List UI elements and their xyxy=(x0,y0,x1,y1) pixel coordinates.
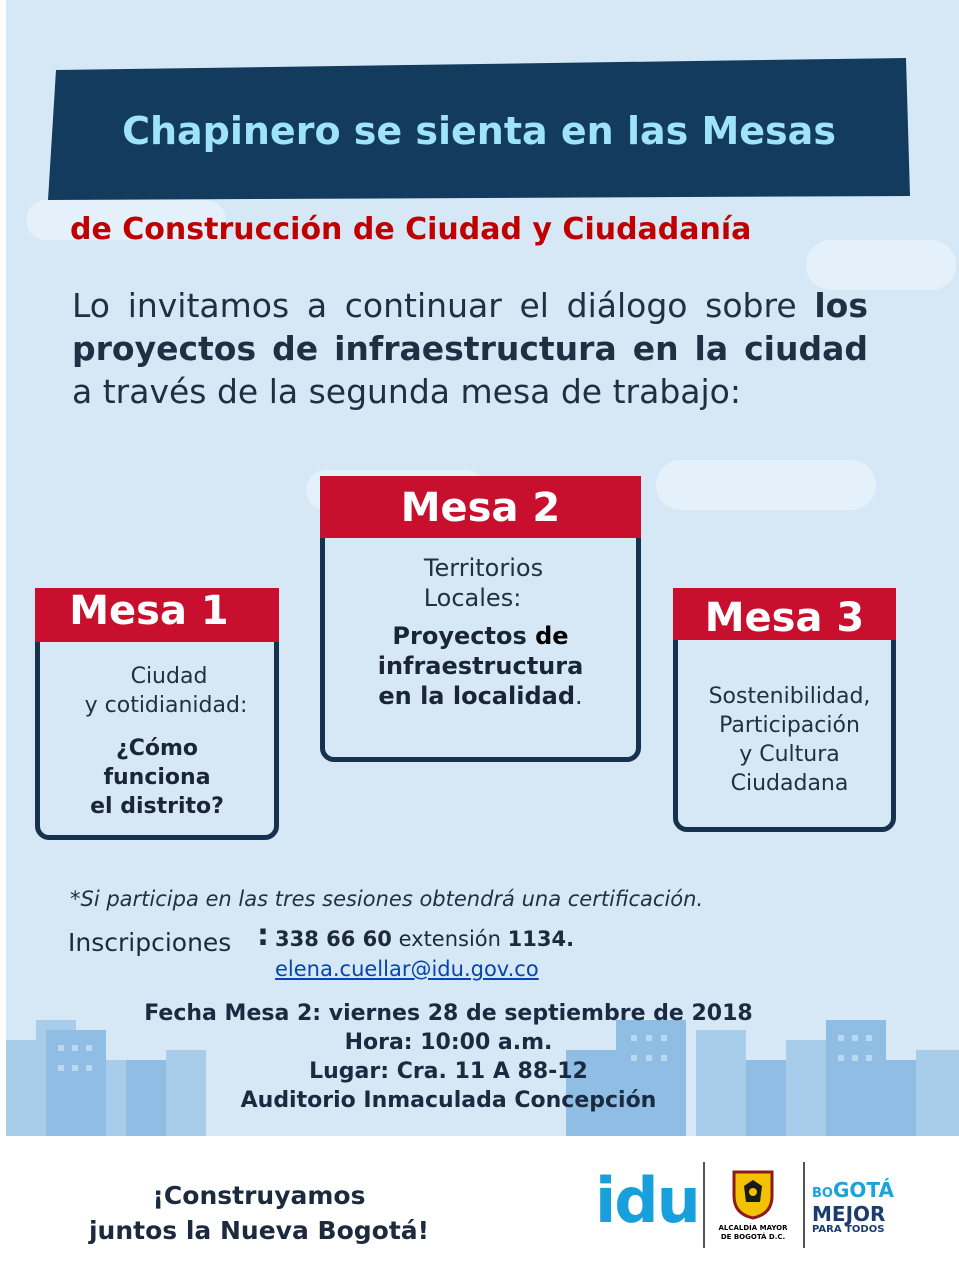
mesa-3-title: Mesa 3 xyxy=(704,595,865,641)
mesa-2-header xyxy=(320,476,641,538)
inscripciones-phone: 338 66 60 extensión 1134. xyxy=(275,927,575,951)
mesa-3-line-2: Participación xyxy=(719,713,860,738)
mesa-2-body xyxy=(325,553,636,711)
event-venue: Auditorio Inmaculada Concepción xyxy=(240,1088,657,1113)
inscripciones-email-link[interactable]: elena.cuellar@idu.gov.co xyxy=(275,957,539,981)
alcaldia-text-2: DE BOGOTÁ D.C. xyxy=(720,1233,786,1241)
bogota-logo-line-1: BOGOTÁ xyxy=(812,1178,894,1202)
mesa-2-title: Mesa 2 xyxy=(400,485,561,531)
mesa-2-line-1: Territorios xyxy=(423,554,544,582)
intro-bold: los proyectos de infraestructura en la ciudad xyxy=(72,286,868,368)
mesa-2-line-2: Locales: xyxy=(423,584,522,612)
bogota-logo-line-2: MEJOR xyxy=(812,1202,886,1226)
event-date: Fecha Mesa 2: viernes 28 de septiembre de 2018 xyxy=(144,1001,753,1026)
mesa-2-project-line-1: Proyectos de xyxy=(392,622,569,650)
mesa-3-header xyxy=(673,588,896,640)
mesa-3-line-1: Sostenibilidad, xyxy=(708,684,871,709)
page-title: Chapinero se sienta en las Mesas xyxy=(122,109,836,153)
logo-divider-1 xyxy=(703,1162,705,1248)
inscripciones-colon: : xyxy=(257,918,269,953)
slogan xyxy=(0,1178,518,1248)
slogan-line-2: juntos la Nueva Bogotá! xyxy=(88,1216,430,1245)
mesa-2-project-line-2: infraestructura xyxy=(377,652,584,680)
alcaldia-text-1: ALCALDÍA MAYOR xyxy=(718,1224,788,1232)
mesa-1-line-1: Ciudad xyxy=(130,664,208,689)
event-place: Lugar: Cra. 11 A 88-12 xyxy=(309,1059,588,1084)
page-subtitle: de Construcción de Ciudad y Ciudadanía xyxy=(70,212,752,247)
certification-note: *Si participa en las tres sesiones obtendrá una certificación. xyxy=(70,887,704,911)
logo-divider-2 xyxy=(803,1162,805,1248)
intro-lead: Lo invitamos a continuar el diálogo sobre xyxy=(72,286,797,325)
mesa-1-title: Mesa 1 xyxy=(69,588,229,634)
mesa-1-line-2: y cotidianidad: xyxy=(84,693,248,718)
coat-of-arms-icon xyxy=(730,1168,776,1220)
bogota-logo-line-3: PARA TODOS xyxy=(812,1224,885,1235)
mesa-3-line-4: Ciudadana xyxy=(730,771,849,796)
mesa-1-question-1: ¿Cómo xyxy=(115,736,199,761)
intro-paragraph xyxy=(72,284,868,413)
mesa-2-project-line-3: en la localidad. xyxy=(378,682,583,710)
alcaldia-logo xyxy=(716,1168,790,1242)
mesa-1-header xyxy=(35,588,279,642)
mesa-1-body xyxy=(40,662,274,821)
intro-tail: a través de la segunda mesa de trabajo: xyxy=(72,372,741,411)
slogan-line-1: ¡Construyamos xyxy=(152,1181,366,1210)
mesa-3-body xyxy=(678,682,901,798)
mesa-3-line-3: y Cultura xyxy=(739,742,840,767)
inscripciones-label: Inscripciones xyxy=(68,928,232,957)
event-time: Hora: 10:00 a.m. xyxy=(344,1030,553,1055)
bogota-mejor-logo xyxy=(812,1180,922,1236)
idu-logo: idu xyxy=(595,1164,699,1237)
mesa-1-question-3: el distrito? xyxy=(90,794,224,819)
mesa-1-question-2: funciona xyxy=(103,765,211,790)
